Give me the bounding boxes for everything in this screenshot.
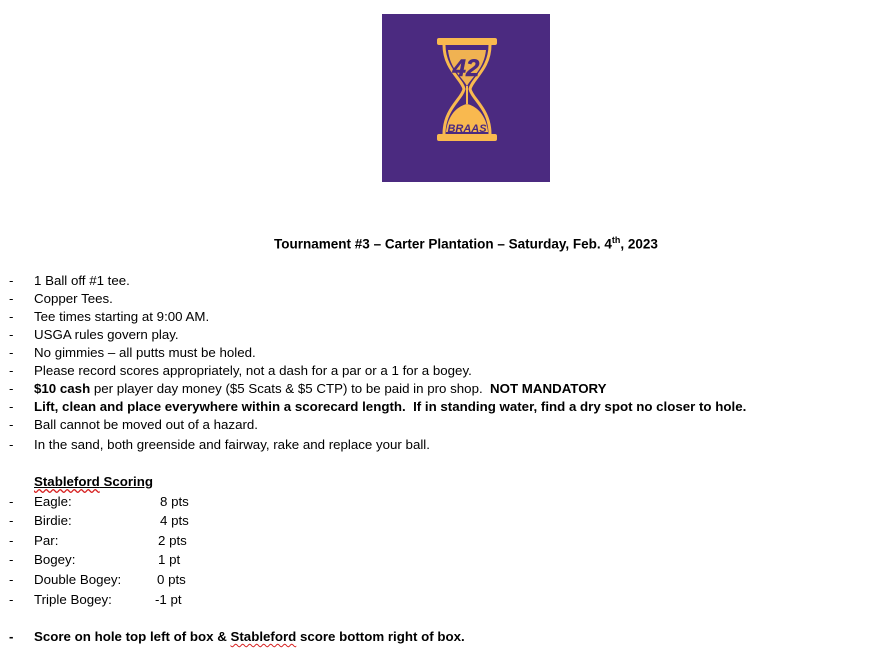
- list-item: [0, 327, 860, 345]
- list-item: [0, 291, 860, 309]
- braas-logo: [382, 14, 550, 182]
- bullet-dash: -: [9, 273, 14, 288]
- rule-text: 1 Ball off #1 tee.: [34, 273, 130, 288]
- rule-text: No gimmies – all putts must be holed.: [34, 345, 256, 360]
- score-row: [0, 572, 860, 590]
- score-value: 1 pt: [158, 552, 181, 567]
- list-item: [0, 273, 860, 291]
- rule-text: [34, 381, 607, 396]
- rule-text: Lift, clean and place everywhere within a scorecard length. If in standing water, find a dry spot no closer to hole.: [34, 399, 747, 414]
- list-item: [0, 363, 860, 381]
- page-title: [0, 235, 876, 252]
- score-row: [0, 552, 860, 570]
- score-label: Eagle:: [34, 494, 72, 509]
- score-label: Bogey:: [34, 552, 76, 567]
- hourglass-icon: [382, 14, 550, 182]
- score-value: -1 pt: [155, 592, 182, 607]
- list-item: [0, 345, 860, 363]
- list-item: [0, 417, 860, 435]
- footer-text: [34, 629, 465, 644]
- bullet-dash: -: [9, 309, 14, 324]
- score-value: 4 pts: [160, 513, 189, 528]
- score-value: 0 pts: [157, 572, 186, 587]
- footer-squiggle-word: Stableford: [230, 629, 297, 644]
- bullet-dash: -: [9, 363, 14, 378]
- title-main: Tournament #3 – Carter Plantation – Saturday, Feb. 4: [274, 236, 612, 252]
- score-label: Double Bogey:: [34, 572, 122, 587]
- title-ordinal: th: [611, 235, 621, 245]
- footer-part2: score bottom right of box.: [296, 629, 465, 644]
- bullet-dash: -: [9, 417, 14, 432]
- rule-text: Ball cannot be moved out of a hazard.: [34, 417, 258, 432]
- cash-amount: $10 cash: [34, 381, 91, 396]
- logo-number: 42: [452, 55, 480, 82]
- rule-text: Tee times starting at 9:00 AM.: [34, 309, 210, 324]
- rule-text: USGA rules govern play.: [34, 327, 179, 342]
- title-year: , 2023: [620, 236, 658, 252]
- logo-word: BRAAS: [447, 123, 487, 135]
- list-item: [0, 437, 860, 455]
- score-label: Birdie:: [34, 513, 72, 528]
- rule-text: Copper Tees.: [34, 291, 113, 306]
- heading-rest: Scoring: [99, 474, 153, 489]
- list-item: [0, 309, 860, 327]
- bullet-dash: -: [9, 399, 14, 414]
- not-mandatory-label: NOT MANDATORY: [490, 381, 607, 396]
- score-row: [0, 592, 860, 610]
- bullet-dash: -: [9, 552, 14, 567]
- rule-text: Please record scores appropriately, not a dash for a par or a 1 for a bogey.: [34, 363, 472, 378]
- bullet-dash: -: [9, 494, 14, 509]
- list-item: [0, 381, 860, 399]
- bullet-dash: -: [9, 345, 14, 360]
- bullet-dash: -: [9, 291, 14, 306]
- score-row: [0, 513, 860, 531]
- bullet-dash: -: [9, 572, 14, 587]
- stableford-heading: [34, 474, 153, 489]
- cash-description: per player day money ($5 Scats & $5 CTP) to be paid in pro shop.: [90, 381, 491, 396]
- rule-text: In the sand, both greenside and fairway, rake and replace your ball.: [34, 437, 430, 452]
- footer-part1: Score on hole top left of box &: [34, 629, 231, 644]
- score-row: [0, 494, 860, 512]
- score-label: Triple Bogey:: [34, 592, 112, 607]
- score-label: Par:: [34, 533, 59, 548]
- bullet-dash: -: [9, 513, 14, 528]
- score-row: [0, 533, 860, 551]
- heading-word: Stableford: [34, 474, 100, 489]
- bullet-dash: -: [9, 592, 14, 607]
- score-value: 8 pts: [160, 494, 189, 509]
- bullet-dash: -: [9, 629, 14, 644]
- score-value: 2 pts: [158, 533, 187, 548]
- bullet-dash: -: [9, 327, 14, 342]
- bullet-dash: -: [9, 437, 14, 452]
- bullet-dash: -: [9, 381, 14, 396]
- list-item: [0, 399, 860, 417]
- footer-note: [0, 629, 860, 647]
- bullet-dash: -: [9, 533, 14, 548]
